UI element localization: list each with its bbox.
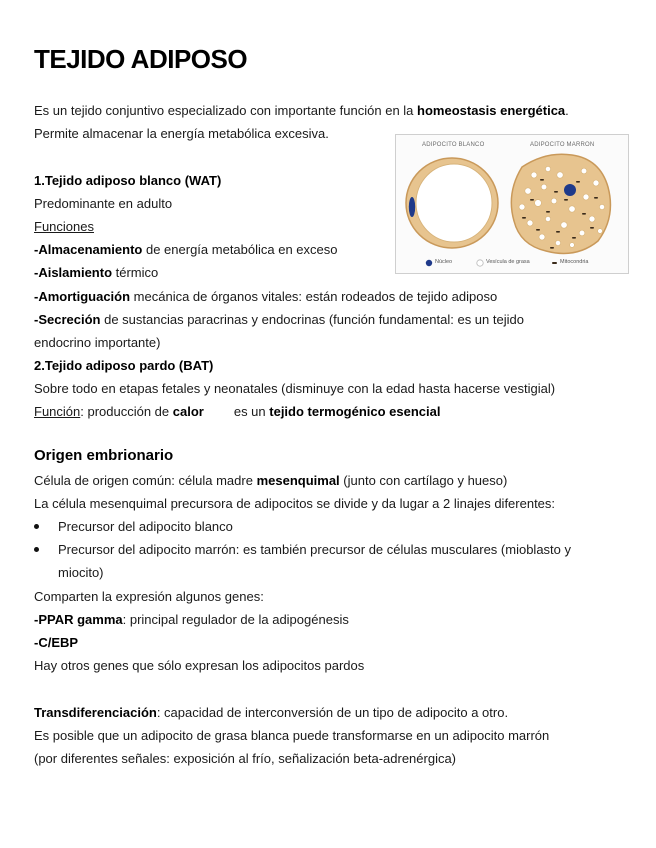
origen-gene-1-text: : principal regulador de la adipogénesis: [122, 612, 349, 627]
origen-line-4: Hay otros genes que sólo expresan los adipocitos pardos: [34, 658, 365, 673]
trans-line-1: [34, 705, 508, 721]
origen-line-1-end: (junto con cartílago y hueso): [339, 473, 508, 488]
wat-function-1-bold: -Almacenamiento: [34, 242, 143, 257]
origen-gene-2-bold: -C/EBP: [34, 635, 79, 650]
bat-function: [34, 404, 440, 420]
wat-function-3-text: mecánica de órganos vitales: están rodeados de tejido adiposo: [130, 289, 498, 304]
bat-heading: [34, 358, 213, 374]
adipocyte-illustration: [396, 135, 628, 273]
origen-heading: Origen embrionario: [34, 447, 174, 464]
wat-funciones-label: Funciones: [34, 219, 94, 234]
intro-text: Es un tejido conjuntivo especializado con importante función en la: [34, 103, 418, 118]
origen-bullet-2: Precursor del adipocito marrón: es también precursor de células musculares (mioblasto y: [58, 542, 571, 557]
wat-function-2: [34, 265, 158, 281]
origen-bullet-1: Precursor del adipocito blanco: [58, 519, 233, 534]
intro-text-end: .: [565, 103, 569, 118]
wat-function-3-bold: -Amortiguación: [34, 289, 131, 304]
wat-function-3: [34, 289, 497, 305]
origen-line-3: Comparten la expresión algunos genes:: [34, 589, 264, 604]
legend-vesicle-icon: [477, 260, 483, 266]
origen-gene-2: [34, 635, 78, 651]
origen-bullet-2-cont: miocito): [58, 565, 104, 580]
trans-line-3: (por diferentes señales: exposición al frío, señalización beta-adrenérgica): [34, 751, 457, 766]
label-brown-adipocyte: ADIPOCITO MARRON: [530, 142, 595, 148]
wat-function-1: [34, 242, 338, 258]
bat-function-bold-calor: calor: [172, 404, 204, 419]
label-white-adipocyte: ADIPOCITO BLANCO: [422, 142, 485, 148]
wat-subtitle: Predominante en adulto: [34, 196, 173, 211]
origen-line-2: La célula mesenquimal precursora de adipocitos se divide y da lugar a 2 linajes diferentes:: [34, 496, 556, 511]
origen-gene-1-bold: -PPAR gamma: [34, 612, 123, 627]
intro-line-1: [34, 103, 569, 119]
bullet-dot: [34, 524, 39, 529]
legend-mito-icon: [552, 262, 557, 264]
legend-mito-label: Mitocondria: [560, 259, 589, 265]
legend-nucleus-icon: [426, 260, 432, 266]
origen-line-1: [34, 473, 507, 489]
wat-function-2-text: térmico: [112, 265, 159, 280]
bat-subtitle: Sobre todo en etapas fetales y neonatales (disminuye con la edad hasta hacerse vestigial): [34, 381, 556, 396]
wat-function-4-bold: -Secreción: [34, 312, 101, 327]
bat-heading-text: 2.Tejido adiposo pardo (BAT): [34, 358, 214, 373]
trans-line-2: Es posible que un adipocito de grasa blanca puede transformarse en un adipocito marrón: [34, 728, 550, 743]
bullet-dot: [34, 547, 39, 552]
wat-function-2-bold: -Aislamiento: [34, 265, 113, 280]
wat-function-4-cont: endocrino importante): [34, 335, 161, 350]
wat-heading-text: 1.Tejido adiposo blanco (WAT): [34, 173, 222, 188]
legend-nucleus-label: Núcleo: [435, 259, 453, 265]
page-title: TEJIDO ADIPOSO: [34, 44, 248, 74]
brown-nucleus: [564, 184, 576, 196]
wat-function-4: [34, 312, 524, 328]
origen-line-1-text: Célula de origen común: célula madre: [34, 473, 257, 488]
bat-function-mid: es un: [233, 404, 270, 419]
trans-text: : capacidad de interconversión de un tipo de adipocito a otro.: [156, 705, 509, 720]
origen-line-1-bold: mesenquimal: [256, 473, 340, 488]
intro-bold: homeostasis energética: [417, 103, 566, 118]
legend-vesicle-label: Vesícula de grasa: [486, 259, 530, 265]
origen-gene-1: [34, 612, 349, 628]
intro-line-2: Permite almacenar la energía metabólica excesiva.: [34, 126, 329, 141]
wat-function-1-text: de energía metabólica en exceso: [142, 242, 338, 257]
white-nucleus: [409, 197, 415, 217]
brown-adipocyte: [511, 154, 610, 253]
wat-function-4-text: de sustancias paracrinas y endocrinas (función fundamental: es un tejido: [100, 312, 524, 327]
bat-function-label: Función: [34, 404, 81, 419]
wat-heading: [34, 173, 221, 189]
white-adipocyte: [406, 158, 498, 248]
trans-bold: Transdiferenciación: [34, 705, 157, 720]
bat-function-bold-thermo: tejido termogénico esencial: [269, 404, 441, 419]
bat-function-text: : producción de: [80, 404, 173, 419]
adipocyte-figure: [395, 134, 629, 274]
